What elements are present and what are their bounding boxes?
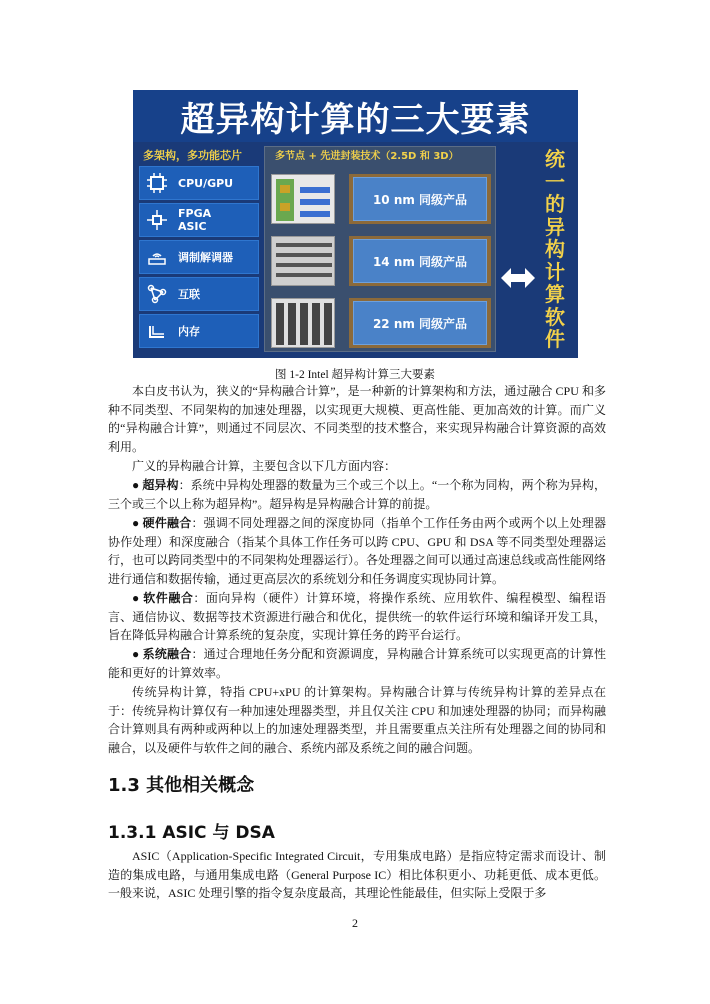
vertical-char: 的: [545, 192, 565, 216]
chip-item-fpga-asic: [139, 203, 259, 237]
vertical-char: 软: [545, 304, 565, 329]
node-badge-frame: [349, 174, 491, 224]
bullet-text: ：强调不同处理器之间的深度协同（指单个工作任务由两个或两个以上处理器协作处理）和深度融合（指某个具体工作任务可以跨 CPU、GPU 和 DSA 等不同类型处理器运行，也可以跨同类型中的不同架构处理器运行）。各处理器之间可以通过高速总线或高性能网络进行通信和数据传输，通过更高层次的系统划分和任务调度实现协同计算。: [108, 516, 607, 586]
node-label: 22 nm 同级产品: [353, 301, 487, 345]
chip-item-label: FPGA ASIC: [178, 207, 212, 233]
double-arrow-icon: [501, 266, 535, 290]
bullet-superheterogeneous: [108, 476, 606, 513]
node-row-14nm: [271, 233, 491, 289]
vertical-char: 统: [545, 147, 565, 171]
bullet-system-fusion: [108, 645, 606, 682]
bullet-term: ● 系统融合: [132, 647, 192, 661]
node-label: 10 nm 同级产品: [353, 177, 487, 221]
bullet-text: ：通过合理地任务分配和资源调度，异构融合计算系统可以实现更高的计算性能和更好的计算效率。: [108, 647, 607, 680]
chip-list-heading: 多架构，多功能芯片: [143, 149, 242, 162]
node-badge-frame: [349, 236, 491, 286]
nodes-heading: 多节点 + 先进封装技术（2.5D 和 3D）: [275, 151, 459, 162]
vertical-char: 构: [545, 237, 565, 261]
vertical-char: 件: [545, 327, 565, 351]
figure-intel-superheterogeneous: [133, 90, 578, 358]
chip-item-label: 互联: [178, 287, 200, 301]
bullet-term: ● 软件融合: [132, 591, 194, 605]
package-image: [271, 236, 335, 286]
section-heading-1-3-1: 1.3.1 ASIC 与 DSA: [108, 823, 275, 843]
vertical-char: 异: [545, 214, 565, 239]
figure-caption: 图 1-2 Intel 超异构计算三大要素: [274, 369, 436, 381]
vertical-char: 算: [545, 282, 565, 306]
paragraph: ASIC（Application-Specific Integrated Circuit，专用集成电路）是指应特定需求而设计、制造的集成电路，与通用集成电路（General Purpose IC）相比体积更小、功耗更低、成本更低。一般来说，ASIC 处理引擎的指令复杂度最高，其理论性能最佳，但实际上受限于多: [108, 849, 606, 901]
unified-software-column: [538, 146, 572, 352]
page-number: 2: [352, 916, 358, 930]
network-nodes-icon: [146, 283, 168, 305]
bullet-term: ● 超异构: [132, 478, 179, 492]
bullet-text: ：系统中异构处理器的数量为三个或三个以上。“一个称为同构，两个称为异构，三个或三个以上称为超异构”。超异构是异构融合计算的前提。: [108, 478, 606, 511]
node-badge-frame: [349, 298, 491, 348]
chip-item-interconnect: [139, 277, 259, 311]
nodes-panel: [264, 146, 496, 352]
cpu-chip-icon: [146, 172, 168, 194]
bullet-hardware-fusion: [108, 514, 606, 588]
vertical-char: 计: [545, 259, 565, 284]
paragraph: 本白皮书认为，狭义的“异构融合计算”，是一种新的计算架构和方法，通过融合 CPU 和多种不同类型、不同架构的加速处理器，以实现更大规模、更高性能、更加高效的计算。而广义的“异构融合计算”，则通过不同层次、不同类型的技术整合，来实现异构融合计算资源的高效利用。: [108, 384, 606, 454]
chip-item-modem: [139, 240, 259, 274]
package-image: [271, 298, 335, 348]
bullet-text: ：面向异构（硬件）计算环境，将操作系统、应用软件、编程模型、编程语言、通信协议、数据等技术资源进行融合和优化，提供统一的软件运行环境和编译开发工具，旨在降低异构融合计算系统的复杂度，实现计算任务的跨平台运行。: [108, 591, 606, 643]
chip-item-label: CPU/GPU: [178, 176, 234, 190]
vertical-char: 一: [545, 169, 565, 194]
chip-item-memory: [139, 314, 259, 348]
bullet-software-fusion: [108, 589, 606, 645]
figure-title: 超异构计算的三大要素: [133, 90, 578, 142]
paragraph: 广义的异构融合计算，主要包含以下几方面内容：: [132, 459, 397, 473]
chip-item-cpu-gpu: [139, 166, 259, 200]
bullet-term: ● 硬件融合: [132, 516, 192, 530]
chip-list-panel: [139, 146, 259, 352]
node-row-10nm: [271, 171, 491, 227]
circuit-icon: [146, 209, 168, 231]
chip-item-label: 调制解调器: [178, 250, 233, 264]
chip-item-label: 内存: [178, 324, 200, 338]
memory-icon: [146, 320, 168, 342]
paragraph: 传统异构计算，特指 CPU+xPU 的计算架构。异构融合计算与传统异构计算的差异点在于：传统异构计算仅有一种加速处理器类型，并且仅关注 CPU 和加速处理器的协同；而异构融合计算则具有两种或两种以上的加速处理器类型，并且需要重点关注所有处理器之间的协同和融合，以及硬件与软件之间的融合、系统内部及系统之间的融合问题。: [108, 685, 606, 755]
modem-icon: [146, 246, 168, 268]
node-label: 14 nm 同级产品: [353, 239, 487, 283]
package-image: [271, 174, 335, 224]
section-heading-1-3: 1.3 其他相关概念: [108, 775, 255, 796]
node-row-22nm: [271, 295, 491, 351]
